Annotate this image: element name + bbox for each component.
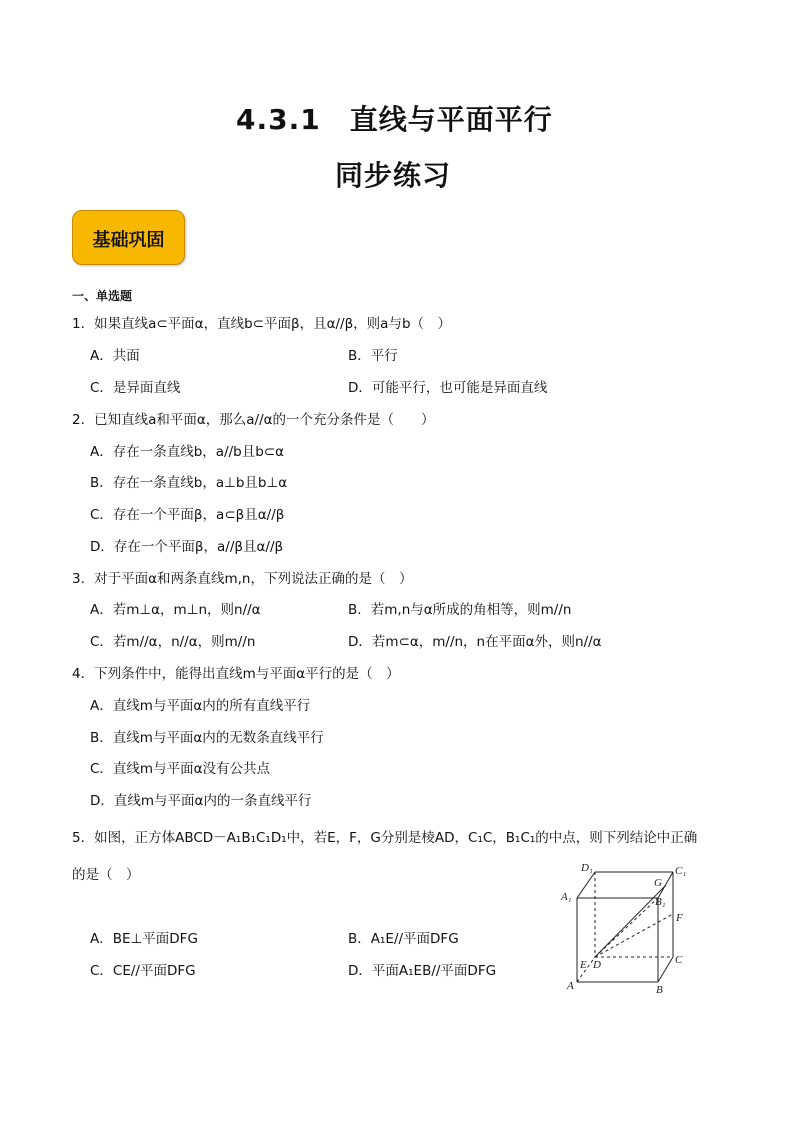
question-1-option-b[interactable]: B．平行 (348, 348, 398, 364)
question-4-option-d[interactable]: D．直线m与平面α内的一条直线平行 (90, 793, 312, 809)
question-4-stem: 4．下列条件中，能得出直线m与平面α平行的是（ ） (72, 666, 400, 682)
label-a1: A₁ (561, 891, 572, 903)
segment-d-f (595, 914, 673, 957)
section-badge-label: 基础巩固 (92, 230, 165, 251)
section-heading: 一、单选题 (72, 289, 133, 303)
section-badge (72, 210, 185, 265)
label-a: A (567, 980, 574, 992)
question-2-stem: 2．已知直线a和平面α，那么a//α的一个充分条件是（ ） (72, 412, 435, 428)
question-2-option-a[interactable]: A．存在一条直线b，a//b且b⊂α (90, 444, 285, 460)
question-1-option-d[interactable]: D．可能平行，也可能是异面直线 (348, 380, 548, 396)
page-title: 4.3.1 直线与平面平行 (236, 103, 553, 136)
label-b: B (656, 984, 663, 996)
question-2-option-d[interactable]: D．存在一个平面β，a//β且α//β (90, 539, 284, 555)
question-4-option-a[interactable]: A．直线m与平面α内的所有直线平行 (90, 698, 311, 714)
question-2-option-b[interactable]: B．存在一条直线b，a⊥b且b⊥α (90, 475, 288, 491)
question-5-option-c[interactable]: C．CE//平面DFG (90, 963, 196, 979)
page-subtitle: 同步练习 (335, 159, 452, 192)
question-1-option-a[interactable]: A．共面 (90, 348, 140, 364)
question-3-option-d[interactable]: D．若m⊂α，m//n，n在平面α外，则n//α (348, 634, 602, 650)
label-g: G (654, 877, 662, 889)
question-1-stem: 1．如果直线a⊂平面α，直线b⊂平面β，且α//β，则a与b（ ） (72, 316, 452, 332)
label-f: F (676, 912, 683, 924)
label-b1: B₁ (655, 896, 666, 908)
label-c1: C₁ (675, 865, 687, 877)
label-d: D (593, 959, 601, 971)
question-4-option-b[interactable]: B．直线m与平面α内的无数条直线平行 (90, 730, 324, 746)
question-3-option-a[interactable]: A．若m⊥α，m⊥n，则n//α (90, 602, 261, 618)
cube-figure (555, 858, 705, 998)
question-5-stem-line2: 的是（ ） (72, 867, 140, 883)
question-4-option-c[interactable]: C．直线m与平面α没有公共点 (90, 761, 270, 777)
edge-b-c (658, 957, 673, 982)
question-5-option-a[interactable]: A．BE⊥平面DFG (90, 931, 198, 947)
label-c: C (675, 954, 683, 966)
question-3-option-b[interactable]: B．若m,n与α所成的角相等，则m//n (348, 602, 572, 618)
question-3-option-c[interactable]: C．若m//α，n//α，则m//n (90, 634, 256, 650)
question-5-option-b[interactable]: B．A₁E//平面DFG (348, 931, 459, 947)
label-e: E (580, 959, 587, 971)
question-5-option-d[interactable]: D．平面A₁EB//平面DFG (348, 963, 497, 979)
question-5-stem-line1: 5．如图，正方体ABCD－A₁B₁C₁D₁中，若E，F，G分别是棱AD，C₁C，B₁C₁的中点，则下列结论中正确 (72, 830, 698, 846)
label-d1: D₁ (581, 862, 593, 874)
question-1-option-c[interactable]: C．是异面直线 (90, 380, 181, 396)
edge-a1-d1 (577, 872, 595, 898)
question-3-stem: 3．对于平面α和两条直线m,n，下列说法正确的是（ ） (72, 571, 413, 587)
question-2-option-c[interactable]: C．存在一个平面β，a⊂β且α//β (90, 507, 285, 523)
